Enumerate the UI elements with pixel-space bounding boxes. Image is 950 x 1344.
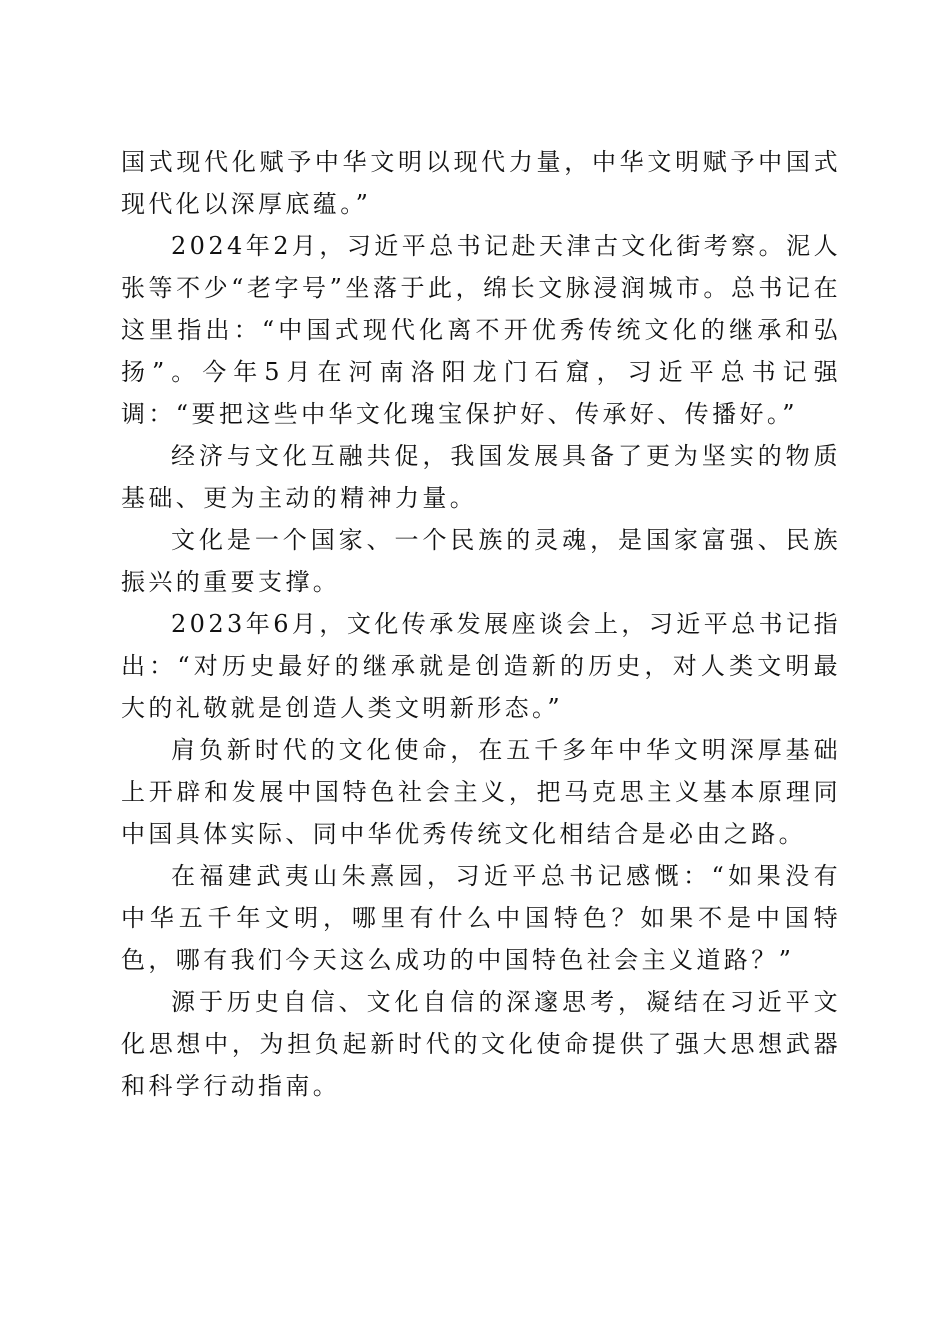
paragraph-7: 在福建武夷山朱熹园，习近平总书记感慨：“如果没有中华五千年文明，哪里有什么中国特色？如果不是中国特色，哪有我们今天这么成功的中国特色社会主义道路？” xyxy=(121,862,841,974)
paragraph-6: 肩负新时代的文化使命，在五千多年中华文明深厚基础上开辟和发展中国特色社会主义，把马克思主义基本原理同中国具体实际、同中华优秀传统文化相结合是必由之路。 xyxy=(121,736,841,848)
paragraph-5: 2023年6月，文化传承发展座谈会上，习近平总书记指出：“对历史最好的继承就是创造新的历史，对人类文明最大的礼敬就是创造人类文明新形态。” xyxy=(121,610,841,722)
paragraph-8: 源于历史自信、文化自信的深邃思考，凝结在习近平文化思想中，为担负起新时代的文化使命提供了强大思想武器和科学行动指南。 xyxy=(121,988,841,1100)
paragraph-2: 2024年2月，习近平总书记赴天津古文化街考察。泥人张等不少“老字号”坐落于此，绵长文脉浸润城市。总书记在这里指出：“中国式现代化离不开优秀传统文化的继承和弘扬”。今年5月在河南洛阳龙门石窟，习近平总书记强调：“要把这些中华文化瑰宝保护好、传承好、传播好。” xyxy=(121,232,841,428)
paragraph-3: 经济与文化互融共促，我国发展具备了更为坚实的物质基础、更为主动的精神力量。 xyxy=(121,442,841,512)
paragraph-4: 文化是一个国家、一个民族的灵魂，是国家富强、民族振兴的重要支撑。 xyxy=(121,526,841,596)
article-body xyxy=(121,141,841,1107)
paragraph-1: 国式现代化赋予中华文明以现代力量，中华文明赋予中国式现代化以深厚底蕴。” xyxy=(121,148,841,218)
